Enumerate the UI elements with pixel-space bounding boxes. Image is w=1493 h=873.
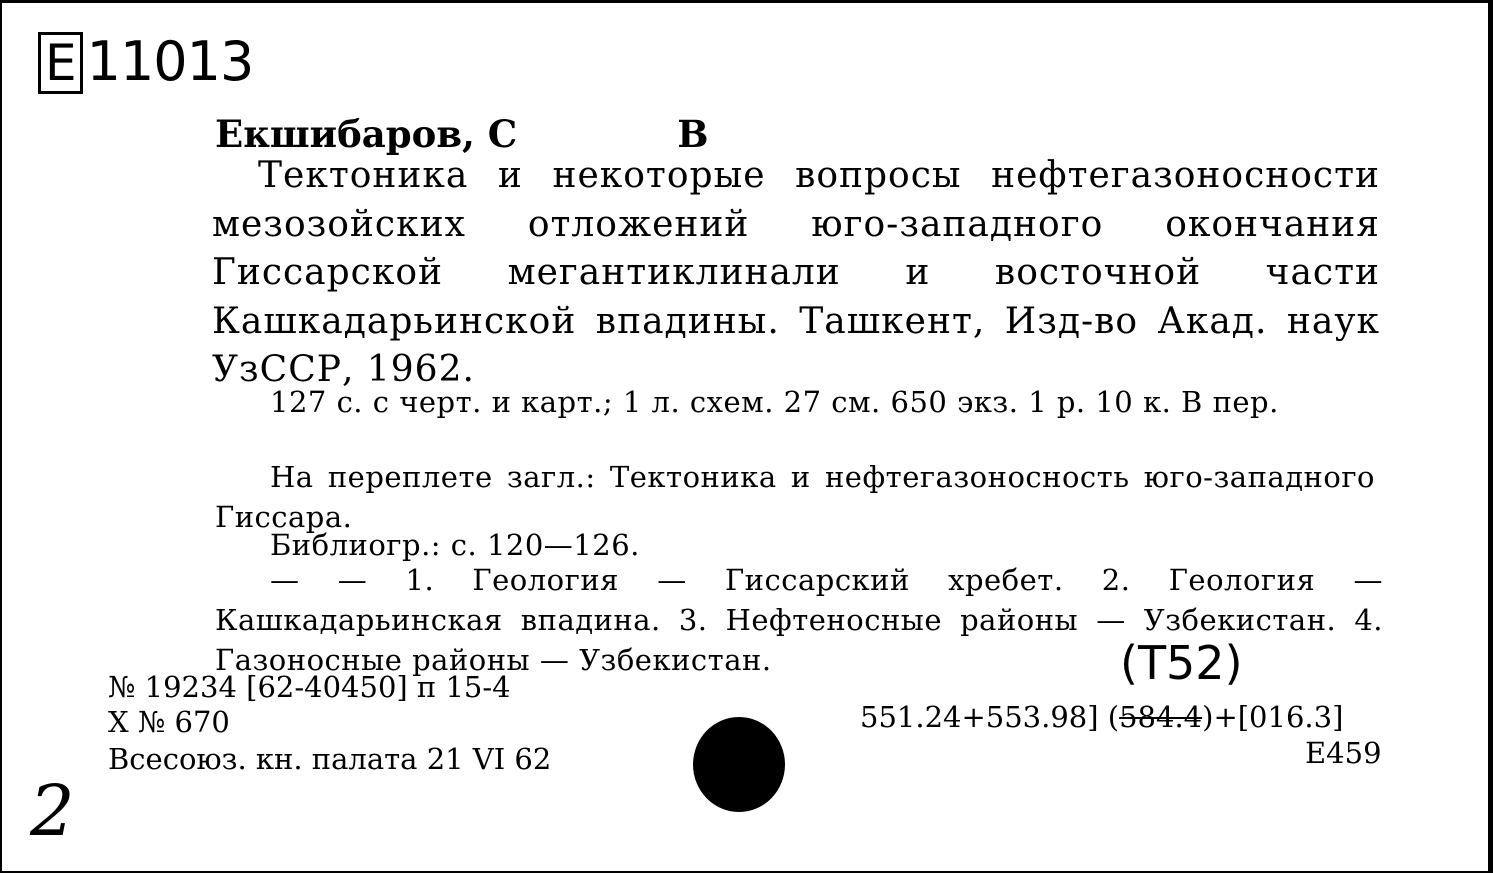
book-chamber-stamp: Всесоюз. кн. палата 21 VI 62 — [108, 742, 552, 776]
bibliography-note: Библиогр.: с. 120—126. — [270, 528, 640, 562]
author-heading — [215, 112, 709, 156]
handwritten-call-number — [38, 30, 253, 94]
udc-struck-code: 584.4 — [1119, 700, 1203, 734]
udc-classification — [860, 700, 1343, 734]
call-number-letter: Е — [38, 32, 83, 94]
subject-headings: — — 1. Геология — Гиссарский хребет. 2. Геология — Кашкадарьинская впадина. 3. Нефтеносные районы — Узбекистан. 4. Газоносные районы — Узбекистан. — [215, 563, 1383, 677]
punch-hole — [693, 717, 785, 812]
udc-prefix: 551.24+553.98] ( — [860, 700, 1120, 734]
card-top-edge — [0, 0, 1493, 3]
title-statement: Тектоника и некоторые вопросы нефтегазоносности мезозойских отложений юго-западного окончания Гиссарской мегантиклинали и восточной части Кашкадарьинской впадины. Ташкент, Изд-во Акад. наук УзССР, 1962. — [212, 155, 1380, 390]
handwritten-page-number: 2 — [30, 770, 75, 852]
udc-suffix: )+[016.3] — [1202, 700, 1344, 734]
author-name: Екшибаров, С — [215, 112, 518, 156]
physical-description: 127 с. с черт. и карт.; 1 л. схем. 27 см. 650 экз. 1 р. 10 к. В пер. — [270, 385, 1279, 419]
card-left-edge — [0, 0, 2, 873]
registration-number: № 19234 [62-40450] п 15-4 — [108, 670, 511, 704]
series-number: X № 670 — [108, 705, 230, 739]
handwritten-shelf-mark: (Т52) — [1120, 636, 1243, 690]
call-number-digits: 11013 — [86, 30, 254, 93]
author-heading-letter: В — [677, 112, 709, 156]
cutter-number: Е459 — [1305, 736, 1382, 770]
binding-note: На переплете загл.: Тектоника и нефтегазоносность юго-западного Гиссара. — [215, 460, 1375, 534]
card-right-edge — [1488, 0, 1493, 873]
